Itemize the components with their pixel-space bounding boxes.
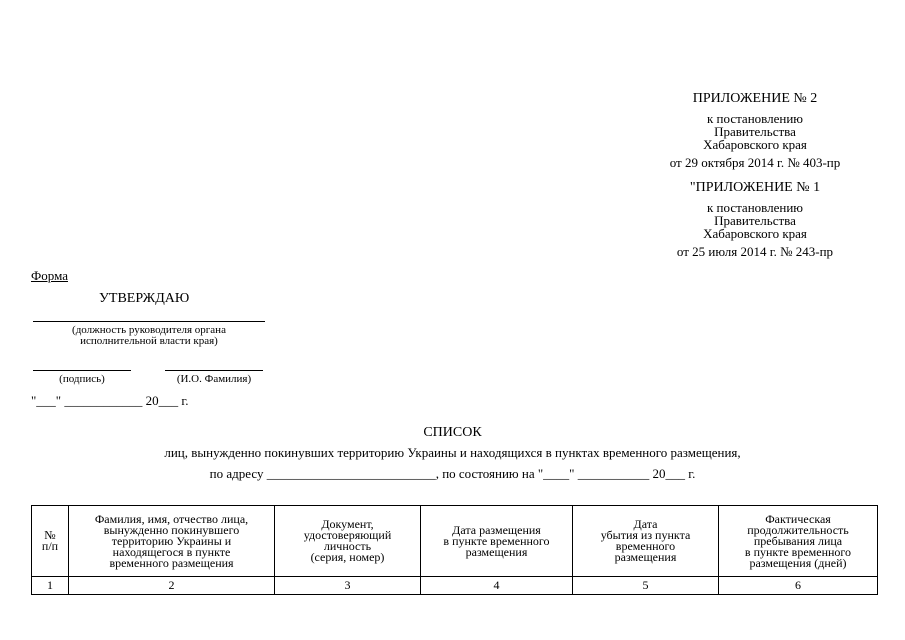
table-header-line: Фактическая xyxy=(765,511,831,526)
table-header-line: вынужденно покинувшего xyxy=(103,522,240,537)
list-address-line: по адресу __________________________, по состоянию на "____" ___________ 20___ г. xyxy=(209,466,696,481)
table-header-cell xyxy=(421,506,573,577)
signature-caption: (подпись) xyxy=(59,373,105,385)
table-row xyxy=(32,577,878,595)
table-header-line: временного xyxy=(615,539,676,553)
table-header-line: удостоверяющий xyxy=(303,528,392,542)
table-header-cell xyxy=(69,506,275,577)
list-title: СПИСОК xyxy=(423,425,482,440)
approve-heading: УТВЕРЖДАЮ xyxy=(99,291,190,306)
table-header-line: личность xyxy=(323,539,372,553)
table-header-line: в пункте временного xyxy=(744,544,852,559)
table-header-line: № xyxy=(44,528,56,542)
appendix-2-date: от 29 октября 2014 г. № 403-пр xyxy=(669,155,841,170)
table-header-cell xyxy=(719,506,878,577)
position-caption-line-1: (должность руководителя органа xyxy=(72,324,226,336)
table-cell-number: 1 xyxy=(32,577,69,595)
table-header-cell xyxy=(573,506,719,577)
table-header-row xyxy=(32,506,878,577)
position-caption-line-2: исполнительной власти края) xyxy=(80,335,218,347)
position-underline xyxy=(33,321,265,322)
approval-date-line: "___" ____________ 20___ г. xyxy=(31,393,189,408)
list-subtitle: лиц, вынужденно покинувших территорию Украины и находящихся в пунктах временного размещения, xyxy=(164,445,741,460)
appendix-1-line-1: к постановлению xyxy=(706,200,804,215)
table-cell-number: 2 xyxy=(69,577,275,595)
table-header-line: (серия, номер) xyxy=(310,550,385,564)
table-cell-number: 5 xyxy=(573,577,719,595)
appendix-1-line-3: Хабаровского края xyxy=(703,226,807,241)
position-caption xyxy=(33,325,265,347)
appendix-2-line-3: Хабаровского края xyxy=(703,137,807,152)
table-header-line: пребывания лица xyxy=(753,533,843,548)
appendix-2-line-1: к постановлению xyxy=(706,111,804,126)
table-header-line: в пункте временного xyxy=(443,533,550,548)
table-header-line: убытия из пункта xyxy=(600,528,691,542)
table-cell-number: 4 xyxy=(421,577,573,595)
table-header-line: находящегося в пункте xyxy=(112,544,231,559)
form-label: Форма xyxy=(31,268,68,283)
table-header-line: размещения (дней) xyxy=(749,555,847,570)
appendix-1-date: от 25 июля 2014 г. № 243-пр xyxy=(676,244,834,259)
table-header-cell xyxy=(32,506,69,577)
name-caption: (И.О. Фамилия) xyxy=(176,373,252,385)
name-underline xyxy=(165,370,263,371)
table-header-line: Дата xyxy=(633,517,658,531)
table-header-line: территорию Украины и xyxy=(111,533,232,548)
appendix-1-block xyxy=(645,181,865,258)
appendix-1-title: "ПРИЛОЖЕНИЕ № 1 xyxy=(689,180,821,195)
table-header-line: размещения xyxy=(614,550,677,564)
table-cell-number: 6 xyxy=(719,577,878,595)
table-header-cell xyxy=(275,506,421,577)
table-header-line: продолжительность xyxy=(747,522,849,537)
table-cell-number: 3 xyxy=(275,577,421,595)
table-header-line: п/п xyxy=(41,539,59,553)
table-header-line: размещения xyxy=(465,544,528,559)
appendix-2-line-2: Правительства xyxy=(714,124,796,139)
appendix-2-block xyxy=(645,92,865,169)
table-header-line: Документ, xyxy=(321,517,374,531)
appendix-2-title: ПРИЛОЖЕНИЕ № 2 xyxy=(692,91,818,106)
table-header-line: Дата размещения xyxy=(452,522,541,537)
persons-table xyxy=(31,505,878,595)
signature-underline xyxy=(33,370,131,371)
table-header-line: временного размещения xyxy=(109,555,234,570)
appendix-1-line-2: Правительства xyxy=(714,213,796,228)
table-header-line: Фамилия, имя, отчество лица, xyxy=(94,511,249,526)
